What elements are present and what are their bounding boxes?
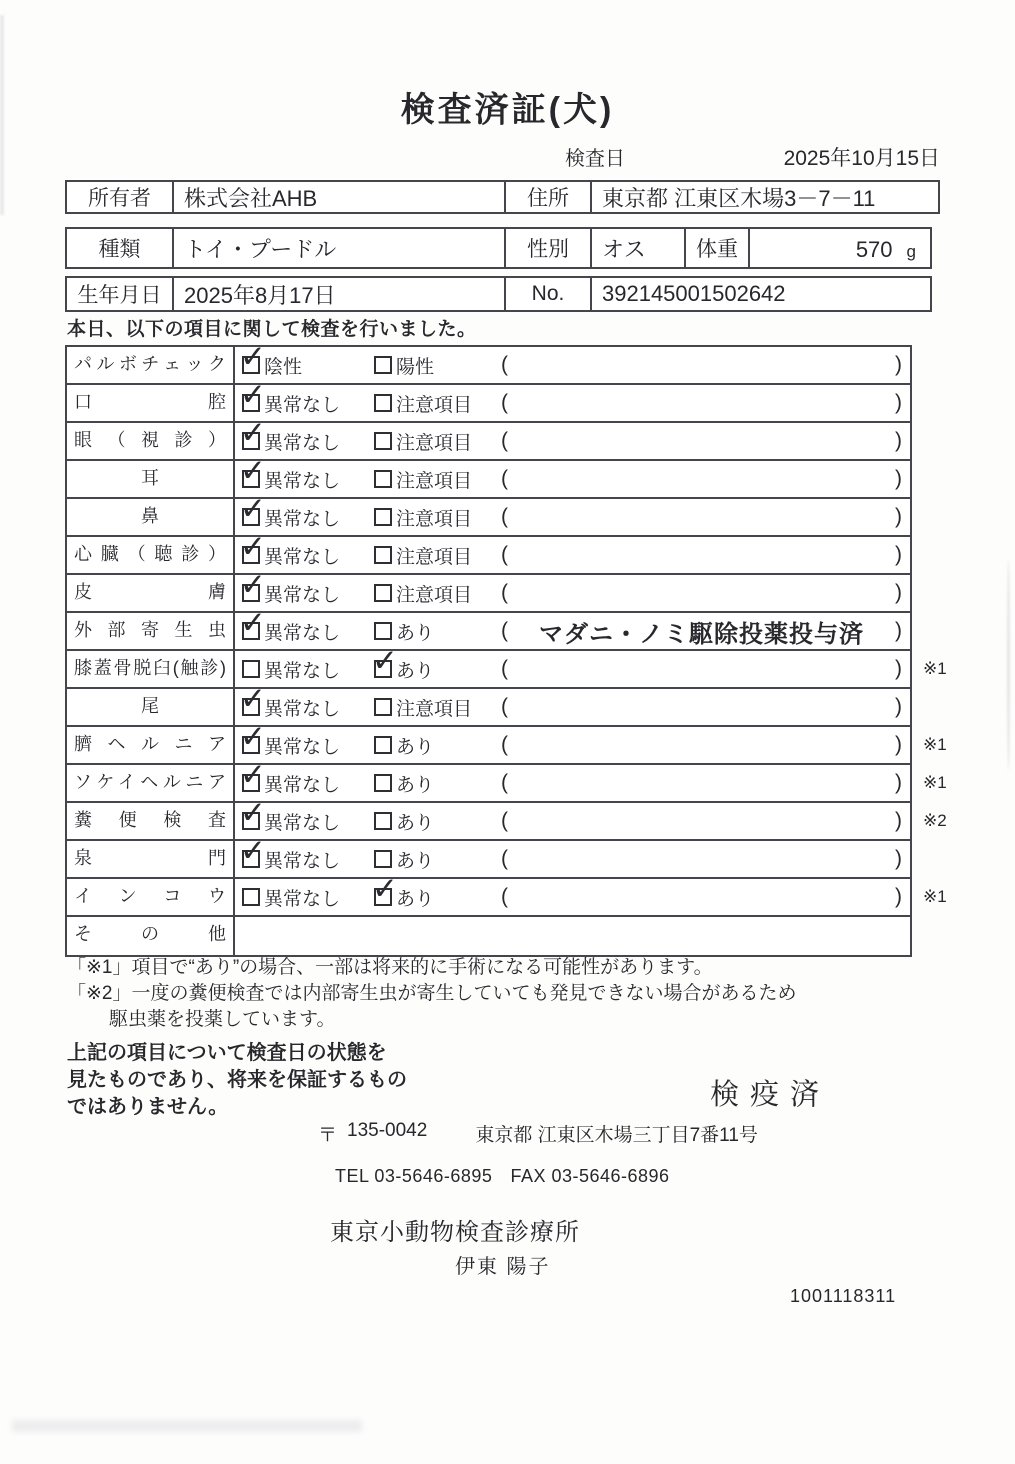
empty-checkbox-icon xyxy=(374,622,392,640)
option xyxy=(374,423,472,459)
open-paren: ( xyxy=(501,733,508,756)
address-label: 住所 xyxy=(504,182,590,212)
clinic-address: 東京都 江東区木場三丁目7番11号 xyxy=(475,1125,758,1146)
option-label: 異常なし xyxy=(264,812,341,834)
row-content xyxy=(235,727,910,763)
remarks-field xyxy=(501,347,902,383)
checked-checkbox-icon xyxy=(242,470,260,488)
sex-label: 性別 xyxy=(504,229,590,267)
option-label: 異常なし xyxy=(264,850,341,872)
remarks-field xyxy=(501,423,902,459)
breed-value: トイ・プードル xyxy=(172,229,504,267)
scan-edge-artifact xyxy=(0,15,4,215)
empty-checkbox-icon xyxy=(374,812,392,830)
option-label: 異常なし xyxy=(264,584,341,606)
item-label: 耳 xyxy=(67,461,235,497)
row-content xyxy=(235,537,910,573)
option-label: 異常なし xyxy=(264,774,341,796)
scan-edge-artifact xyxy=(1007,560,1010,770)
checked-checkbox-icon xyxy=(242,356,260,374)
row-content xyxy=(235,423,910,459)
item-label: 外部寄生虫 xyxy=(67,613,235,649)
option xyxy=(242,613,340,649)
option-label: 陰性 xyxy=(264,356,303,378)
option xyxy=(374,347,434,383)
serial-number: 1001118311 xyxy=(790,1286,897,1306)
open-paren: ( xyxy=(501,771,508,794)
option xyxy=(374,651,434,687)
option xyxy=(374,385,472,421)
inspection-row xyxy=(67,727,947,765)
close-paren: ) xyxy=(895,733,902,756)
row-content xyxy=(235,879,910,915)
option xyxy=(242,841,340,877)
row-content xyxy=(235,765,910,801)
inspection-row xyxy=(67,765,947,803)
item-label: 臍ヘルニア xyxy=(67,727,235,763)
sex-value: オス xyxy=(590,229,684,267)
checked-checkbox-icon xyxy=(242,622,260,640)
row-content xyxy=(235,841,910,877)
checked-checkbox-icon xyxy=(242,736,260,754)
footnote-ref: ※1 xyxy=(923,887,947,906)
open-paren: ( xyxy=(501,619,508,642)
clinic-postal-address xyxy=(318,1120,758,1147)
weight-label: 体重 xyxy=(684,229,748,267)
option xyxy=(242,879,340,915)
remarks-field xyxy=(501,385,902,421)
close-paren: ) xyxy=(895,771,902,794)
footnote-2-continued: 駆虫薬を投薬しています。 xyxy=(109,1009,336,1030)
empty-checkbox-icon xyxy=(374,546,392,564)
footnote-ref: ※1 xyxy=(923,659,947,678)
empty-checkbox-icon xyxy=(374,774,392,792)
inspection-row xyxy=(67,879,947,917)
footnote-1: 「※1」項目で“あり”の場合、一部は将来的に手術になる可能性があります。 xyxy=(67,957,713,978)
open-paren: ( xyxy=(501,505,508,528)
clinic-fax: FAX 03-5646-6896 xyxy=(510,1166,670,1186)
row-content xyxy=(235,347,910,383)
option-label: あり xyxy=(396,622,435,644)
item-label: 糞便検査 xyxy=(67,803,235,839)
option-label: 注意項目 xyxy=(396,546,473,568)
clinic-tel-fax xyxy=(335,1166,670,1187)
footnote-ref: ※1 xyxy=(923,773,947,792)
spacer xyxy=(437,1120,465,1147)
inspection-date-label: 検査日 xyxy=(565,148,625,170)
checked-checkbox-icon xyxy=(242,850,260,868)
footnote-ref: ※1 xyxy=(923,735,947,754)
footnotes xyxy=(67,955,797,1033)
option-label: 異常なし xyxy=(264,394,341,416)
close-paren: ) xyxy=(895,809,902,832)
item-label: 膝蓋骨脱臼(触診) xyxy=(67,651,235,687)
inspection-row xyxy=(67,841,910,879)
item-label: その他 xyxy=(67,917,235,955)
option xyxy=(374,879,434,915)
checked-checkbox-icon xyxy=(242,394,260,412)
item-label: 鼻 xyxy=(67,499,235,535)
option-label: 注意項目 xyxy=(396,394,473,416)
owner-label: 所有者 xyxy=(88,187,151,210)
disclaimer-line-1: 上記の項目について検査日の状態を xyxy=(67,1042,387,1064)
clinic-name: 東京小動物検査診療所 xyxy=(330,1219,580,1246)
inspection-table xyxy=(65,345,947,957)
inspection-row xyxy=(67,461,910,499)
checked-checkbox-icon xyxy=(242,584,260,602)
option-label: あり xyxy=(396,888,435,910)
empty-checkbox-icon xyxy=(374,584,392,602)
option xyxy=(374,803,434,839)
weight-number: 570 xyxy=(855,237,893,262)
empty-checkbox-icon xyxy=(374,508,392,526)
option-label: あり xyxy=(396,660,435,682)
footnote-2: 「※2」一度の糞便検査では内部寄生虫が寄生していても発見できない場合があるため xyxy=(67,983,797,1004)
remarks-field xyxy=(501,879,902,915)
inspection-row xyxy=(67,423,910,461)
page-title: 検査済証(犬) xyxy=(400,91,615,129)
remarks-field xyxy=(501,575,902,611)
empty-checkbox-icon xyxy=(374,470,392,488)
option-label: 陽性 xyxy=(396,356,435,378)
checked-checkbox-icon xyxy=(374,660,392,678)
option-label: あり xyxy=(396,736,435,758)
empty-checkbox-icon xyxy=(242,888,260,906)
option-label: 異常なし xyxy=(264,660,341,682)
weight-value xyxy=(748,229,930,267)
open-paren: ( xyxy=(501,657,508,680)
inspection-row xyxy=(67,499,910,537)
checked-checkbox-icon xyxy=(242,812,260,830)
veterinarian-name: 伊東 陽子 xyxy=(455,1256,551,1278)
item-label: 口腔 xyxy=(67,385,235,421)
row-content xyxy=(235,651,910,687)
breed-sex-weight-row xyxy=(65,227,932,269)
owner-address-row xyxy=(65,180,940,214)
option-label: あり xyxy=(396,850,435,872)
remarks-field xyxy=(501,461,902,497)
open-paren: ( xyxy=(501,847,508,870)
option xyxy=(374,461,472,497)
item-label: ソケイヘルニア xyxy=(67,765,235,801)
option-label: 注意項目 xyxy=(396,698,473,720)
option xyxy=(374,727,434,763)
inspection-row xyxy=(67,689,910,727)
inspection-row xyxy=(67,803,947,841)
empty-checkbox-icon xyxy=(374,356,392,374)
row-content xyxy=(235,689,910,725)
number-value: 392145001502642 xyxy=(590,278,930,310)
footnote-ref: ※2 xyxy=(923,811,947,830)
postal-code: 135-0042 xyxy=(347,1120,428,1141)
row-content xyxy=(235,499,910,535)
inspection-row xyxy=(67,917,910,955)
row-content xyxy=(235,575,910,611)
empty-checkbox-icon xyxy=(374,698,392,716)
close-paren: ) xyxy=(895,581,902,604)
close-paren: ) xyxy=(895,505,902,528)
checked-checkbox-icon xyxy=(242,432,260,450)
option-label: 注意項目 xyxy=(396,508,473,530)
disclaimer-line-2: 見たものであり、将来を保証するもの xyxy=(67,1069,407,1091)
inspection-row xyxy=(67,613,910,651)
open-paren: ( xyxy=(501,809,508,832)
remarks-text: マダニ・ノミ駆除投薬投与済 xyxy=(539,620,864,648)
item-label: 皮膚 xyxy=(67,575,235,611)
disclaimer-line-3: ではありません。 xyxy=(67,1096,229,1118)
item-label: パルボチェック xyxy=(67,347,235,383)
option-label: 異常なし xyxy=(264,888,341,910)
row-content xyxy=(235,613,910,649)
remarks-field xyxy=(501,613,902,649)
inspection-row xyxy=(67,347,910,385)
inspection-row xyxy=(67,651,947,689)
item-label: 尾 xyxy=(67,689,235,725)
close-paren: ) xyxy=(895,467,902,490)
option-label: 異常なし xyxy=(264,470,341,492)
postal-mark-icon: 〒 xyxy=(318,1125,338,1146)
checked-checkbox-icon xyxy=(242,546,260,564)
option xyxy=(374,499,472,535)
inspection-row xyxy=(67,385,910,423)
open-paren: ( xyxy=(501,543,508,566)
remarks-field xyxy=(501,841,902,877)
scan-smudge-artifact xyxy=(12,1420,362,1432)
disclaimer xyxy=(67,1040,407,1121)
birthdate-number-row xyxy=(65,276,932,312)
open-paren: ( xyxy=(501,581,508,604)
option-label: あり xyxy=(396,812,435,834)
open-paren: ( xyxy=(501,391,508,414)
item-label: インコウ xyxy=(67,879,235,915)
remarks-field xyxy=(501,651,902,687)
owner-value: 株式会社AHB xyxy=(172,182,504,212)
item-label: 眼（視診） xyxy=(67,423,235,459)
remarks-field xyxy=(501,727,902,763)
number-label: No. xyxy=(504,278,590,310)
remarks-field xyxy=(501,537,902,573)
checked-checkbox-icon xyxy=(242,698,260,716)
empty-checkbox-icon xyxy=(374,432,392,450)
close-paren: ) xyxy=(895,429,902,452)
quarantine-stamp: 検疫済 xyxy=(710,1079,831,1111)
close-paren: ) xyxy=(895,885,902,908)
option xyxy=(374,575,472,611)
empty-checkbox-icon xyxy=(374,850,392,868)
open-paren: ( xyxy=(501,695,508,718)
empty-checkbox-icon xyxy=(242,660,260,678)
item-label: 泉門 xyxy=(67,841,235,877)
close-paren: ) xyxy=(895,619,902,642)
open-paren: ( xyxy=(501,353,508,376)
option xyxy=(374,537,472,573)
close-paren: ) xyxy=(895,695,902,718)
checked-checkbox-icon xyxy=(242,774,260,792)
option-label: 異常なし xyxy=(264,736,341,758)
open-paren: ( xyxy=(501,467,508,490)
remarks-field xyxy=(501,803,902,839)
option-label: あり xyxy=(396,774,435,796)
close-paren: ) xyxy=(895,543,902,566)
option xyxy=(374,689,472,725)
option-label: 注意項目 xyxy=(396,584,473,606)
checked-checkbox-icon xyxy=(374,888,392,906)
address-value: 東京都 江東区木場3－7－11 xyxy=(590,182,938,212)
birthdate-value: 2025年8月17日 xyxy=(172,278,504,310)
birthdate-label: 生年月日 xyxy=(77,284,162,307)
remarks-field xyxy=(501,689,902,725)
inspection-date-value: 2025年10月15日 xyxy=(783,147,940,170)
option-label: 異常なし xyxy=(264,432,341,454)
clinic-tel: TEL 03-5646-6895 xyxy=(335,1166,493,1186)
row-content xyxy=(235,385,910,421)
option xyxy=(374,765,434,801)
option-label: 異常なし xyxy=(264,698,341,720)
close-paren: ) xyxy=(895,391,902,414)
open-paren: ( xyxy=(501,429,508,452)
breed-label: 種類 xyxy=(98,238,141,261)
option-label: 異常なし xyxy=(264,546,341,568)
checked-checkbox-icon xyxy=(242,508,260,526)
row-content xyxy=(235,803,910,839)
remarks-field xyxy=(501,499,902,535)
option-label: 注意項目 xyxy=(396,470,473,492)
close-paren: ) xyxy=(895,657,902,680)
close-paren: ) xyxy=(895,847,902,870)
option-label: 異常なし xyxy=(264,508,341,530)
row-content xyxy=(235,461,910,497)
inspection-row xyxy=(67,575,910,613)
empty-checkbox-icon xyxy=(374,736,392,754)
intro-text: 本日、以下の項目に関して検査を行いました。 xyxy=(67,319,477,340)
option-label: 注意項目 xyxy=(396,432,473,454)
remarks-field xyxy=(501,765,902,801)
empty-checkbox-icon xyxy=(374,394,392,412)
weight-unit: g xyxy=(906,242,916,261)
option-label: 異常なし xyxy=(264,622,341,644)
item-label: 心臓（聴診） xyxy=(67,537,235,573)
close-paren: ) xyxy=(895,353,902,376)
row-content xyxy=(235,917,910,955)
inspection-row xyxy=(67,537,910,575)
open-paren: ( xyxy=(501,885,508,908)
